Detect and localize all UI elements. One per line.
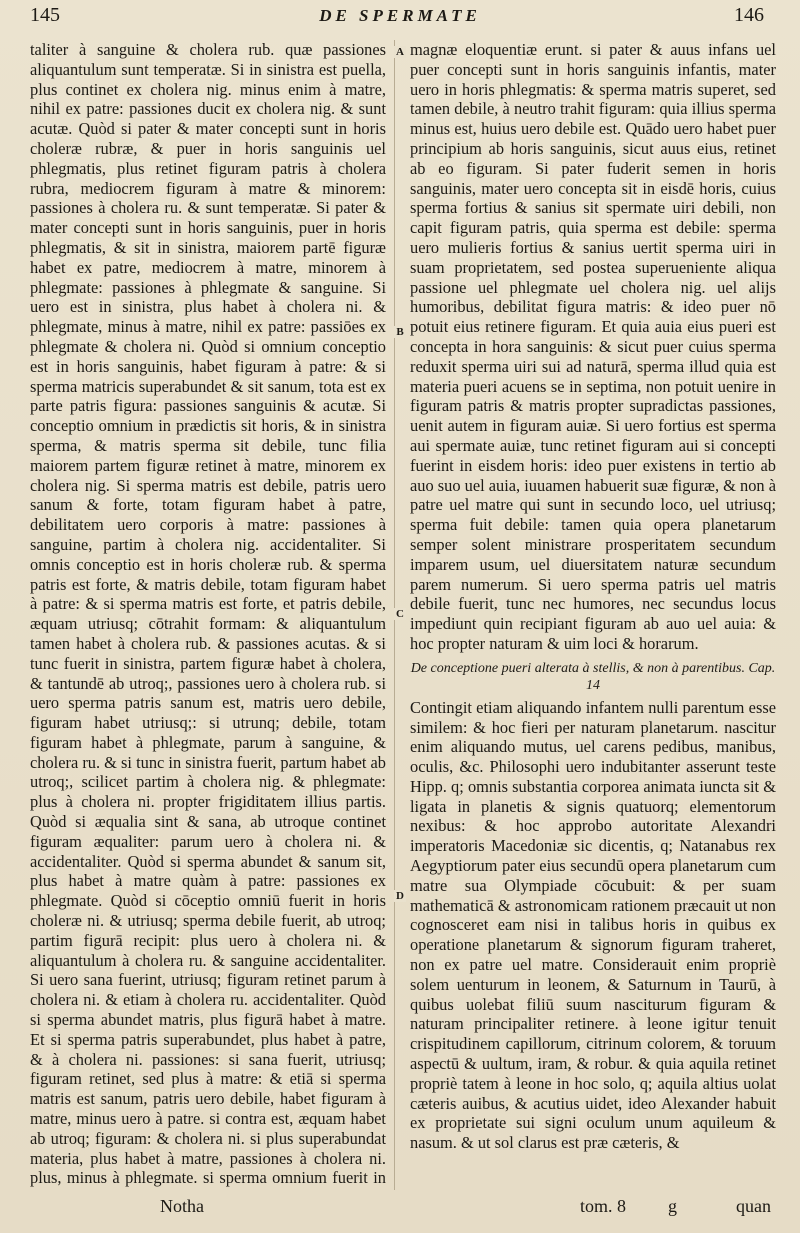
- left-page-number: 145: [30, 4, 60, 26]
- left-text-column: [30, 40, 386, 1190]
- chapter-title: De conceptione pueri alterata à stellis, & non à parentibus. Cap. 14: [410, 660, 776, 693]
- signature-label: tom. 8: [580, 1196, 627, 1216]
- right-page-number: 146: [734, 4, 764, 26]
- catchword-right: quan: [736, 1196, 771, 1216]
- margin-marker-d: D: [394, 890, 406, 902]
- signature-letter: g: [668, 1196, 677, 1216]
- right-column-text-after: Contingit etiam aliquando infantem nulli parentum esse similem: & hoc fieri per naturam planetarum. nascitur enim aliquando mutus, uel carens pedibus, manibus, oculis, &c. Philosophi uero indubitanter asserunt teste Hipp. q; omnis substantia corporea animata iuncta sit & ligata in planetis & signis quatuorq; elementorum nexibus: & hoc approbo autoritate Alexandri imperatoris Macedoniæ sic dicentis, q; Natanabus rex Aegyptiorum pater eius secundū opera planetarum cum matre sua Olympiade cōcubuit: & per suam mathematicā & astronomicam rationem præcauit ut non cognosceret eam nisi in talibus horis in quibus ex operatione planetarum & signorum figuram traheret, non ex patre uel matre. Considerauit enim propriè solem uenturum in leonem, & Saturnum in Taurū, à quibus uolebat filiū suum nasciturum figuram & naturam principaliter retinere. à leone igitur tenuit crispitudinem capillorum, citrinum colorem, & toruum aspectū & uultum, iram, & robur. & quia aquila retinet propriè tatem à leone in hoc solo, q; aquila altius uolat cæteris auibus, & acutius uidet, ideo Alexander habuit ex proprietate sui signi oculum unum aquileum & nasum. & ut sol clarus est præ cæteris, &: [410, 697, 776, 1153]
- catchword-left: Notha: [160, 1196, 204, 1216]
- margin-marker-a: A: [394, 46, 406, 58]
- right-column-text-before: magnæ eloquentiæ erunt. si pater & auus infans uel puer concepti sunt in horis sanguinis infantis, mater uero in horis phlegmatis: & sperma matris superet, sed tamen debile, à neutro trahit figuram: quia illius sperma minus est, huius uero debile est. Quādo uero habet puer principium ab horis sanguinis, sicut auus eius, retinet ab eo figuram. Si pater fuderit semen in horis sanguinis, mater uero concepta sit in eisdē horis, cuius sperma fortius & sanius sit spermate uiri debili, non capit figuram patris, quia sperma est debile: sperma uero mulieris fortius & sanius uertit sperma uiri in suam proprietatem, sed postea superueniente aliqua passione uel phlegmate uel cholera nig. uel alijs humoribus, debilitat figura matris: & ideo puer nō potuit eius retinere figuram. Et quia auia eius pueri est concepta in hora sanguinis: & sicut puer cuius sperma reduxit sperma uiri sui ad naturā, sperma illud quia est materia pueri acuens se in septima, non potuit uenire in figuram patris & matris propter supradictas passiones, uenit autem in figuram auiæ. Si uero fortius est sperma aui spermate auiæ, tunc retinet figuram aui si concepti fuerint in eisdem horis: ideo puer existens in tertio ab auo suo uel auia, iuuamen habuerit suæ figuræ, & non à patre uel matre qui sunt in secundo loco, uel utriusq; sperma fuit debile: tamen quia opera planetarum semper solent ministrare prosperitatem secundum imparem usum, uel diuersitatem naturæ secundum parem numerum. Si uero sperma patris uel matris debile fuerit, tunc nec humores, nec secundus locus impediunt quin recipiant figuram ab auo uel auia: & hoc propter naturam & uim loci & horarum.: [410, 40, 776, 653]
- margin-marker-b: B: [394, 326, 406, 338]
- page-header: [0, 4, 800, 34]
- page-footer: [0, 1196, 800, 1226]
- running-title: DE SPERMATE: [319, 6, 481, 25]
- right-text-column: [410, 40, 776, 1190]
- margin-marker-c: C: [394, 608, 406, 620]
- left-column-text: taliter à sanguine & cholera rub. quæ passiones aliquantulum sunt temperatæ. Si in sinistra est puella, plus continet ex cholera nig. minus enim à matre, nihil ex patre: passiones ducit ex cholera nig. & sunt acutæ. Quòd si pater & mater concepti sunt in horis choleræ rubræ, & puer in horis sanguinis uel phlegmatis, plus retinet figuram patris à cholera rubra, mediocrem figuram à matre & minorem: passiones à cholera ru. & sunt temperatæ. Si pater & mater concepti sunt in horis sanguinis, puer in horis phlegmatis, & sit in sinistra, maiorem partē figuræ habet ex patre, mediocrem à matre, minorem à phlegmate: passiones à phlegmate & sanguine. Si uero est in sinistra, plus habet à cholera ni. & phlegmate, minus à matre, nihil ex patre: passiōes ex phlegmate & cholera ni. Quòd si omnium conceptio est in horis sanguinis, habet figuram à patre: & si sperma matricis superabundet & sit sanum, tota est ex parte patris figura: passiones sanguinis & acutæ. Si conceptio omnium in prædictis sit horis, & in sinistra sperma, & matris sperma sit debile, tunc filia maiorem partem figuræ retinet à matre, minorem ex cholera nig. Si sperma matris est debile, patris uero sanum & forte, totam figuram habet à patre, debilitatem uero corporis à matre: passiones à sanguine, partim à cholera nig. accidentaliter. Si omnis conceptio est in horis choleræ rub. & sperma patris est forte, & matris debile, totam figuram habet à patre: & si sperma matris est forte, et patris debile, æquam utriusq; cōtrahit formam: & aliquantulum tamen habet à cholera rub. & passiones acutas. & si tunc fuerit in sinistra, partem figuræ habet à cholera, & tantundē ab utroq;, passiones uero à cholera rub. si uero sperma patris sanum est, matris uero debile, figuram habet utriusq;: si utrunq; debile, totam figuram habet à phlegmate, parum à sanguine, & cholera ru. & si tunc in sinistra fuerit, partum habet ab utroq;, scilicet partim à cholera nig. & phlegmate: plus à cholera ni. propter frigiditatem illius partis. Quòd si æqualia sint & sana, ab utroque continet figuram æqualiter: parum uero à cholera ni. & accidentaliter. Quòd si sperma abundet & sanum sit, plus habet à matre quàm à patre: passiones ex phlegmate. Quòd si cōceptio omniū fuerit in horis choleræ ni. & utriusq; sperma debile fuerit, ab utroq; partim figurā recipit: plus uero à cholera ni. & aliquantulum à cholera ru. & sanguine accidentaliter. Si uero sana fuerint, utriusq; figuram retinet parum à cholera ni. & etiam à cholera ru. accidentaliter. Quòd si sperma abundet matris, plus figurā habet à matre. Et si sperma patris superabundet, plus habet à patre, & à cholera ni. passiones: si sana fuerit, utriusq; figuram retinet, sed plus à matre: & etiā si sperma matris est sanum, patris uero debile, habet figuram à matre, minus uero à patre. si contra est, æquam habet ab utroq; figuram: & cholera ni. si plus superabundat materia, plus habet à matre, passiones à cholera ni. plus, minus à phlegmate. si sperma omnium fuerit in: [30, 40, 386, 1188]
